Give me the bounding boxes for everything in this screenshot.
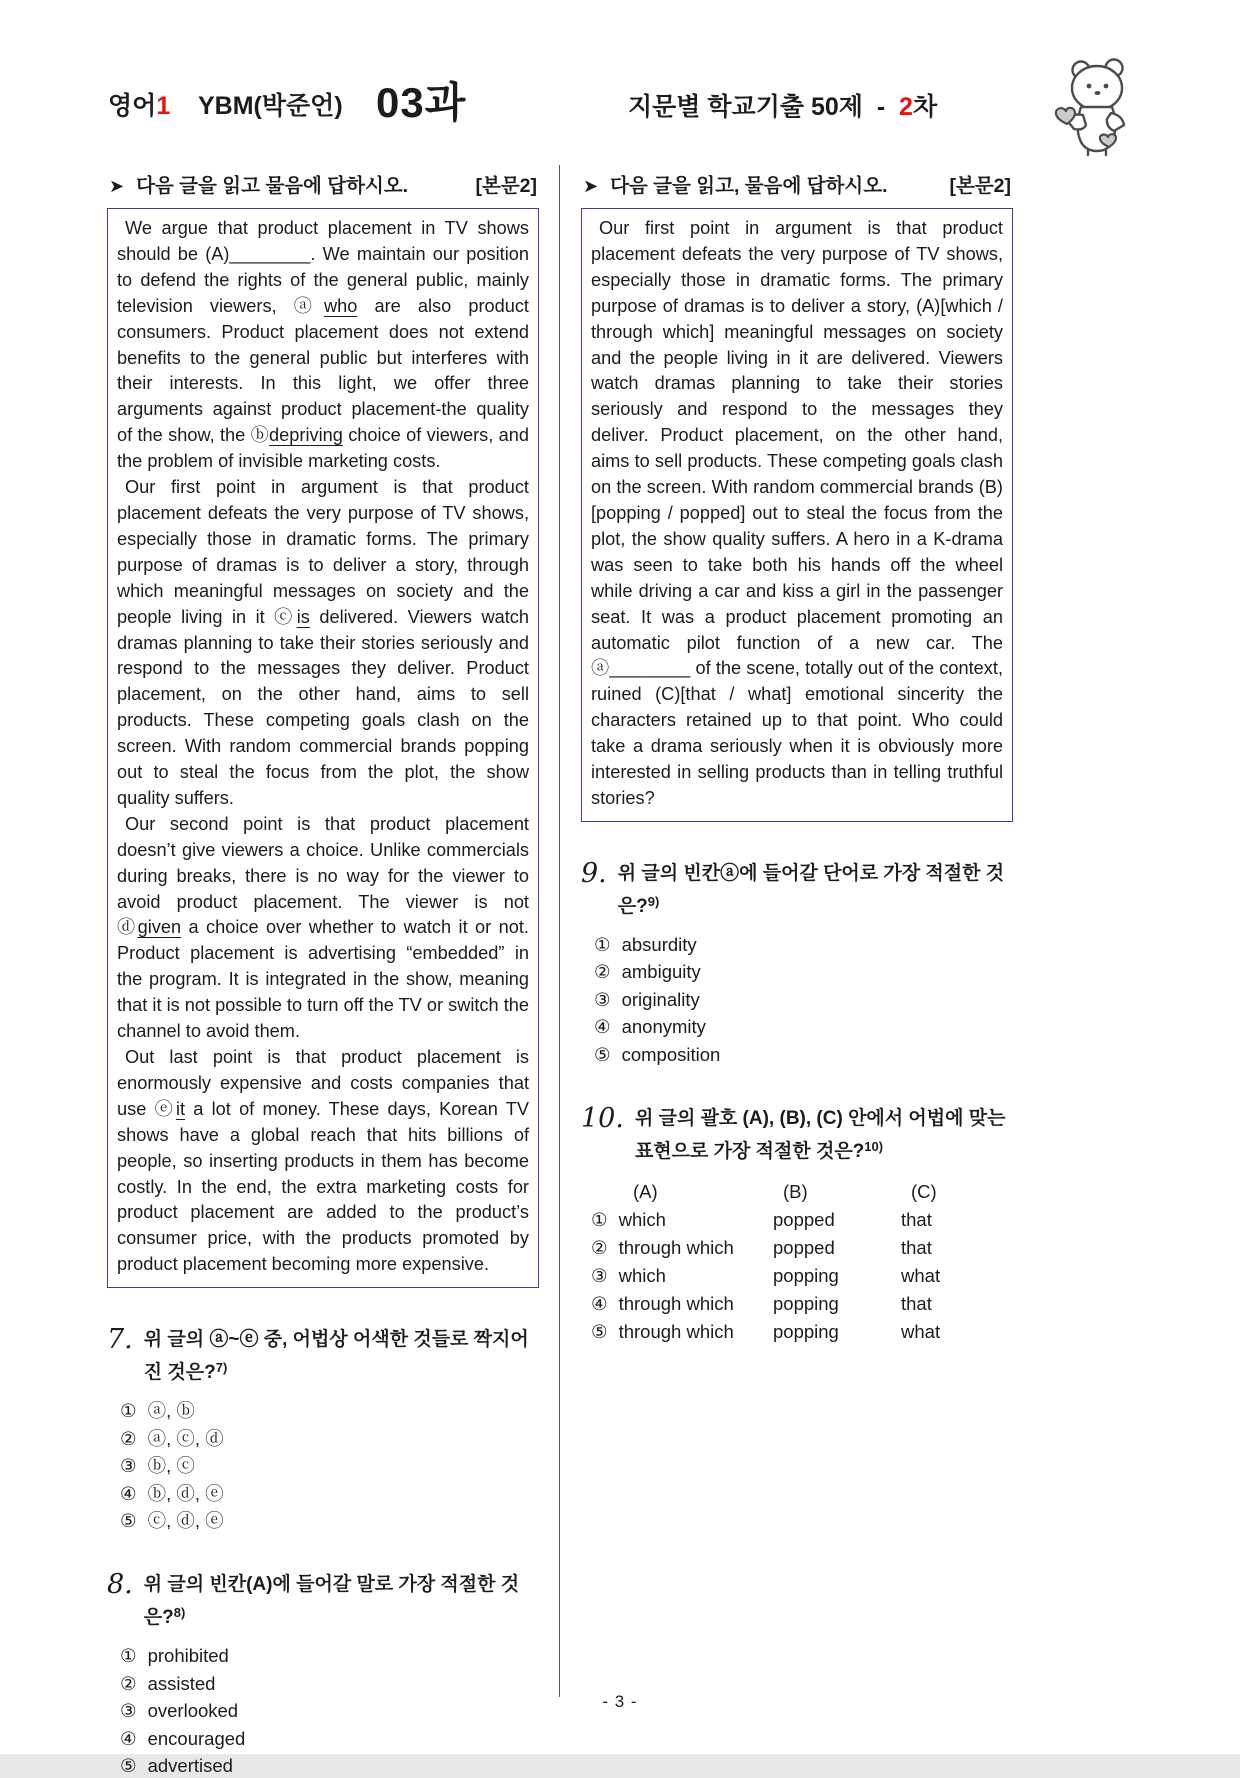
option-marker: ⑤ — [594, 1043, 611, 1065]
table-row — [591, 1236, 1013, 1260]
option-label: assisted — [147, 1672, 216, 1694]
passage-text: a choice over whether to watch it or not. Product placement is advertising “embedded” in the program. It is integrated in the show, meaning that it is not possible to turn off the TV or switch the channel to avoid them. — [117, 917, 529, 1042]
cell-c: that — [901, 1236, 932, 1258]
question-9-options — [581, 933, 1013, 1067]
option-marker: ④ — [594, 1016, 611, 1038]
option-label: overlooked — [147, 1700, 239, 1722]
option-label: prohibited — [147, 1645, 229, 1667]
table-row — [591, 1208, 1013, 1232]
question-7-stem: 위 글의 ⓐ~ⓔ 중, 어법상 어색한 것들로 짝지어진 것은? — [143, 1329, 529, 1384]
cell-c: that — [901, 1292, 932, 1314]
question-10-number: 10. — [581, 1102, 624, 1134]
question-10-text — [635, 1105, 1013, 1166]
option-label: absurdity — [621, 933, 697, 955]
question-9 — [581, 857, 1013, 1067]
question-7-options — [107, 1399, 539, 1533]
header-exam-title — [628, 87, 937, 123]
passage-paragraph — [117, 475, 529, 812]
right-direction-line — [581, 170, 1013, 198]
cell-b: popping — [773, 1320, 839, 1342]
passage-text: Our first point in argument is that product placement defeats the very purpose of TV shows, especially those in dramatic forms. The primary purpose of dramas is to deliver a story, (A)[which / through which] meaningful messages on society and the people living in it are delivered. Viewers watch dramas planning to take their stories seriously and respond to the messages they deliver. Product placement, on the other hand, aims to sell products. These competing goals clash on the screen. With random commercial brands (B)[popping / popped] out to steal the focus from the plot, the show quality suffers. A hero in a K-drama was seen to take both his hands off the wheel while driving a car and kiss a girl in the passenger seat. It was a product placement promoting an automatic pilot function of a new car. The ⓐ________ of the scene, totally out of the context, ruined (C)[that / what] emotional sincerity the characters retained up to that point. Who could take a drama seriously when it is obviously more interested in selling products than in telling truthful stories? — [591, 218, 1003, 808]
option-label: anonymity — [621, 1016, 706, 1038]
column-divider — [559, 165, 560, 1697]
underlined-word-d: given — [137, 917, 182, 938]
left-passage-box — [107, 208, 539, 1288]
cell-b: popping — [773, 1292, 839, 1314]
direction-text: 다음 글을 읽고 물음에 답하시오. — [136, 175, 409, 197]
question-7-text — [144, 1326, 539, 1387]
passage-text: are also product consumers. Product placement does not extend benefits to the general public but interferes with their interests. In this light, we offer three arguments against product placement-the quality of the show, the ⓑ — [117, 295, 529, 446]
option-1 — [594, 933, 1013, 957]
option-marker: ② — [591, 1236, 608, 1258]
passage-paragraph — [117, 216, 529, 475]
cell-a: through which — [618, 1320, 734, 1342]
course-number: 1 — [156, 92, 171, 120]
question-10 — [581, 1102, 1013, 1344]
exam-title-text: 지문별 학교기출 50제 — [628, 93, 863, 121]
option-label: ⓒ, ⓓ, ⓔ — [147, 1510, 224, 1532]
cell-a: which — [618, 1264, 666, 1286]
cell-a: through which — [618, 1236, 734, 1258]
table-row — [591, 1292, 1013, 1316]
option-5 — [120, 1754, 539, 1778]
passage-text: delivered. Viewers watch dramas planning to take their stories seriously and respond to the messages they deliver. Product placement, on the other hand, aims to sell products. These competing goals clash on the screen. With random commercial brands popping out to steal the focus from the plot, the show quality suffers. — [117, 606, 529, 808]
option-marker: ④ — [591, 1292, 608, 1314]
header-unit: 03과 — [376, 79, 467, 126]
source-tag: [본문2] — [949, 175, 1011, 197]
right-column — [581, 170, 1013, 1344]
passage-text: Out last point is that product placement is enormously expensive and costs companies that use ⓔ — [117, 1047, 529, 1119]
question-7-number: 7. — [107, 1324, 133, 1356]
cell-c: what — [901, 1264, 941, 1286]
option-marker: ① — [591, 1208, 608, 1230]
underlined-word-e: it — [175, 1098, 186, 1119]
exam-round-suffix: 차 — [912, 93, 938, 121]
question-8-number: 8. — [107, 1569, 133, 1601]
cell-a: through which — [618, 1292, 734, 1314]
question-8-text — [144, 1571, 539, 1632]
option-label: originality — [621, 988, 700, 1010]
question-8 — [107, 1571, 539, 1778]
question-10-footnote: 10) — [864, 1138, 884, 1154]
option-marker: ③ — [120, 1700, 137, 1722]
option-marker: ④ — [120, 1727, 137, 1749]
choice-table-header — [591, 1180, 1013, 1204]
option-label: ⓐ, ⓒ, ⓓ — [147, 1427, 224, 1449]
option-5 — [594, 1043, 1013, 1067]
cell-c: what — [901, 1320, 941, 1342]
option-1 — [120, 1399, 539, 1423]
question-7 — [107, 1326, 539, 1533]
passage-paragraph — [591, 216, 1003, 812]
question-10-stem: 위 글의 괄호 (A), (B), (C) 안에서 어법에 맞는 표현으로 가장 적절한 것은? — [634, 1107, 1006, 1162]
option-marker: ③ — [591, 1264, 608, 1286]
question-8-stem: 위 글의 빈칸(A)에 들어갈 말로 가장 적절한 것은? — [143, 1574, 520, 1629]
question-10-choice-table — [591, 1180, 1013, 1344]
passage-paragraph — [117, 1045, 529, 1278]
option-label: ⓐ, ⓑ — [147, 1400, 195, 1422]
option-marker: ⑤ — [120, 1510, 137, 1532]
question-7-footnote: 7) — [215, 1360, 228, 1376]
underlined-word-b: depriving — [269, 425, 343, 446]
header-publisher: YBM(박준언) — [198, 92, 343, 120]
exam-title-dash: - — [876, 93, 886, 121]
passage-text: Our second point is that product placement doesn’t give viewers a choice. Unlike commercials during breaks, there is no way for the viewer to avoid product placement. The viewer is not ⓓ — [117, 813, 529, 938]
passage-text: a lot of money. These days, Korean TV shows have a global reach that hits billions of people, so inserting products in them has become costly. In the end, the extra marketing costs for product placement are added to the product’s consumer price, with the products promoted by product placement becoming more expensive. — [117, 1098, 529, 1275]
question-9-footnote: 9) — [647, 893, 660, 909]
table-row — [591, 1320, 1013, 1344]
option-label: encouraged — [147, 1727, 246, 1749]
cell-b: popped — [773, 1208, 835, 1230]
option-label: composition — [621, 1043, 721, 1065]
page-number: - 3 - — [602, 1692, 638, 1711]
col-header-c: (C) — [911, 1180, 937, 1202]
col-header-a: (A) — [633, 1180, 658, 1202]
passage-text: choice of viewers, and the problem of invisible marketing costs. — [117, 425, 529, 472]
option-label: ambiguity — [621, 961, 701, 983]
col-header-b: (B) — [783, 1180, 808, 1202]
direction-arrow-icon: ➤ — [583, 176, 599, 196]
question-8-footnote: 8) — [173, 1605, 186, 1621]
bear-mascot-icon — [1048, 55, 1148, 157]
direction-arrow-icon: ➤ — [109, 176, 125, 196]
option-label: ⓑ, ⓓ, ⓔ — [147, 1482, 224, 1504]
underlined-word-c: is — [296, 606, 310, 627]
option-label: advertised — [147, 1755, 233, 1777]
passage-paragraph — [117, 812, 529, 1045]
option-marker: ② — [594, 961, 611, 983]
option-marker: ① — [120, 1400, 137, 1422]
option-4 — [594, 1015, 1013, 1039]
right-passage-box — [581, 208, 1013, 822]
option-marker: ③ — [120, 1455, 137, 1477]
option-marker: ① — [120, 1645, 137, 1667]
cell-c: that — [901, 1208, 932, 1230]
passage-text: Our first point in argument is that product placement defeats the very purpose of TV shows, especially those in dramatic forms. The primary purpose of dramas is to deliver a story, through which meaningful messages on society and the people living in it ⓒ — [117, 477, 529, 627]
cell-a: which — [618, 1208, 666, 1230]
option-marker: ① — [594, 933, 611, 955]
passage-text: We argue that product placement in TV shows should be (A)________. We maintain our position to defend the rights of the general public, mainly television viewers, ⓐ — [117, 218, 529, 316]
option-marker: ⑤ — [120, 1755, 137, 1777]
question-9-stem: 위 글의 빈칸ⓐ에 들어갈 단어로 가장 적절한 것은? — [617, 862, 1005, 917]
left-column — [107, 170, 539, 1778]
option-3 — [120, 1454, 539, 1478]
option-2 — [120, 1427, 539, 1451]
cell-b: popping — [773, 1264, 839, 1286]
option-marker: ③ — [594, 988, 611, 1010]
table-row — [591, 1264, 1013, 1288]
question-9-text — [618, 860, 1013, 921]
option-4 — [120, 1482, 539, 1506]
underlined-word-a: who — [323, 295, 358, 316]
exam-round-number: 2 — [899, 93, 913, 121]
question-9-number: 9. — [581, 857, 607, 889]
option-1 — [120, 1644, 539, 1668]
option-marker: ④ — [120, 1482, 137, 1504]
direction-text: 다음 글을 읽고, 물음에 답하시오. — [610, 175, 888, 197]
option-marker: ⑤ — [591, 1320, 608, 1342]
option-4 — [120, 1727, 539, 1751]
option-label: ⓑ, ⓒ — [147, 1455, 195, 1477]
header-course — [108, 86, 170, 122]
option-2 — [594, 960, 1013, 984]
option-3 — [594, 988, 1013, 1012]
source-tag: [본문2] — [475, 175, 537, 197]
left-direction-line — [107, 170, 539, 198]
course-label: 영어 — [108, 92, 157, 120]
cell-b: popped — [773, 1236, 835, 1258]
option-5 — [120, 1509, 539, 1533]
option-marker: ② — [120, 1427, 137, 1449]
option-marker: ② — [120, 1672, 137, 1694]
